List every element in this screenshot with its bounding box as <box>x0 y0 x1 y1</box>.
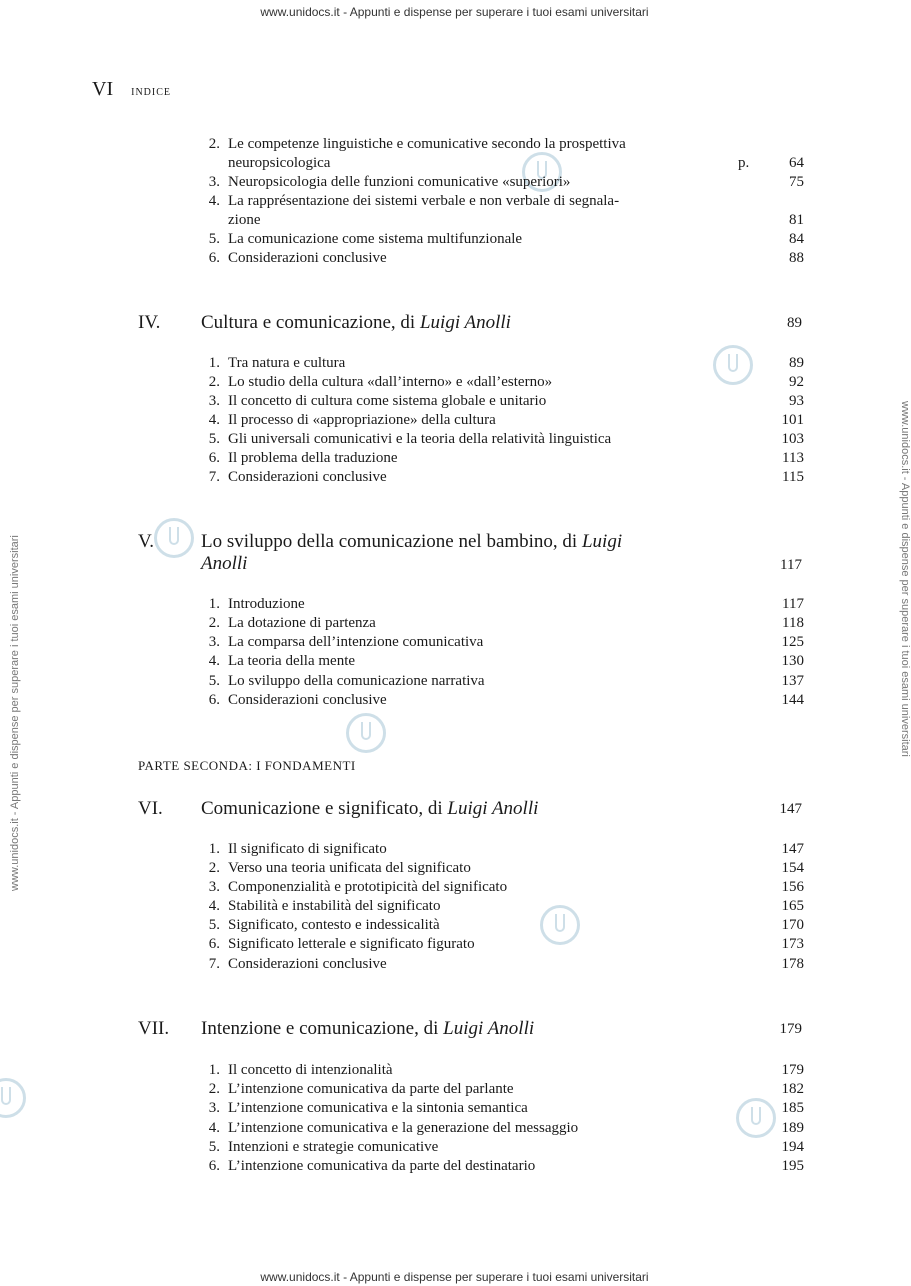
toc-entry-title: Considerazioni conclusive <box>228 956 387 972</box>
toc-entry-page: 125 <box>781 634 804 650</box>
toc-entry-page: 75 <box>789 174 804 190</box>
toc-entry-page: 194 <box>781 1139 804 1155</box>
chapter-page: 147 <box>779 801 802 817</box>
toc-entry-page: 101 <box>781 412 804 428</box>
toc-entry-title: Considerazioni conclusive <box>228 692 387 708</box>
toc-entry-title: Neuropsicologia delle funzioni comunicative «superiori» <box>228 174 571 190</box>
toc-entry-page: 130 <box>781 653 804 669</box>
chapter-title: Intenzione e comunicazione, di Luigi Anolli <box>201 1018 535 1039</box>
watermark-logo-icon <box>0 1078 26 1118</box>
chapter-page: 89 <box>787 315 802 331</box>
toc-entry: 4. La rapprésentazione dei sistemi verbale e non verbale di segnala- zione 81 <box>208 193 804 228</box>
toc-entry-title: Considerazioni conclusive <box>228 469 387 485</box>
toc-entry-page: 144 <box>781 692 804 708</box>
toc-entry-page: 89 <box>789 355 804 371</box>
toc-entry-title: Componenzialità e prototipicità del significato <box>228 879 508 895</box>
toc-entry-page: 115 <box>782 469 804 485</box>
toc-entry-title: La comunicazione come sistema multifunzionale <box>228 231 523 247</box>
toc-entry-page: 88 <box>789 250 804 266</box>
toc-entry-title: L’intenzione comunicativa e la sintonia semantica <box>228 1100 528 1116</box>
running-title: INDICE <box>131 87 171 98</box>
toc-entry-title: Significato, contesto e indessicalità <box>228 917 440 933</box>
toc-entry-page: 165 <box>781 898 804 914</box>
toc-entry: 2. Le competenze linguistiche e comunicative secondo la prospettiva neuropsicologica p. 64 <box>208 136 804 171</box>
chapter-number: VI. <box>138 798 163 819</box>
chapter-page: 179 <box>779 1021 802 1037</box>
chapter-title: Comunicazione e significato, di Luigi Anolli <box>201 798 539 819</box>
toc-entry-title: Lo studio della cultura «dall’interno» e «dall’esterno» <box>228 374 553 390</box>
toc-entry-title: Il problema della traduzione <box>228 450 398 466</box>
toc-entry-page: 182 <box>781 1081 804 1097</box>
toc-entry-page: 179 <box>781 1062 804 1078</box>
toc-entry-title: La teoria della mente <box>228 653 356 669</box>
toc-entry-page: 178 <box>781 956 804 972</box>
running-head <box>92 78 171 101</box>
toc-entry-title: Il processo di «appropriazione» della cultura <box>228 412 496 428</box>
toc-entry-page: 118 <box>782 615 804 631</box>
toc-entry-page: 84 <box>789 231 804 247</box>
toc-entry-page: 81 <box>789 212 804 228</box>
chapter-number: VII. <box>138 1018 170 1039</box>
chapter-title: Cultura e comunicazione, di Luigi Anolli <box>201 312 511 333</box>
toc-entry-title: L’intenzione comunicativa da parte del destinatario <box>228 1158 536 1174</box>
toc-entry-page: 113 <box>782 450 804 466</box>
toc-entry-title: Significato letterale e significato figurato <box>228 936 475 952</box>
toc-entry-title: Stabilità e instabilità del significato <box>228 898 441 914</box>
toc-entry-title: La dotazione di partenza <box>228 615 376 631</box>
toc-entry-page: 154 <box>781 860 804 876</box>
toc-entry-title: Gli universali comunicativi e la teoria della relatività linguistica <box>228 431 612 447</box>
toc-entry-page: 195 <box>781 1158 804 1174</box>
toc-entry-title: L’intenzione comunicativa da parte del parlante <box>228 1081 514 1097</box>
page-marker: p. <box>738 155 750 171</box>
toc-entry-title: Verso una teoria unificata del significato <box>228 860 471 876</box>
toc-entry-page: 156 <box>781 879 804 895</box>
toc-entry-page: 185 <box>781 1100 804 1116</box>
toc-entry-title: L’intenzione comunicativa e la generazione del messaggio <box>228 1120 579 1136</box>
watermark-top: www.unidocs.it - Appunti e dispense per superare i tuoi esami universitari <box>260 5 649 19</box>
toc-entry-page: 117 <box>782 596 804 612</box>
toc-entry-page: 173 <box>781 936 804 952</box>
toc-entry-title: Intenzioni e strategie comunicative <box>228 1139 439 1155</box>
toc-entry-page: 93 <box>789 393 804 409</box>
toc-entry-title: Lo sviluppo della comunicazione narrativa <box>228 673 485 689</box>
chapter-title: Lo sviluppo della comunicazione nel bambino, di Luigi Anolli <box>201 531 623 574</box>
toc-entry-title: La comparsa dell’intenzione comunicativa <box>228 634 484 650</box>
toc-entry-page: 103 <box>781 431 804 447</box>
toc-entry-page: 147 <box>781 841 804 857</box>
watermark-logo-icon <box>346 713 386 753</box>
page-number: VI <box>92 78 114 100</box>
part-heading: PARTE SECONDA: I FONDAMENTI <box>138 758 356 773</box>
toc-entry-title: Introduzione <box>228 596 305 612</box>
chapter-page: 117 <box>780 557 802 573</box>
toc-entry-title: Il significato di significato <box>228 841 387 857</box>
toc-entry-title: Tra natura e cultura <box>228 355 346 371</box>
watermark-logo-icon <box>154 518 194 558</box>
toc-entry-page: 92 <box>789 374 804 390</box>
toc-entry-title: Le competenze linguistiche e comunicative secondo la prospettiva neuropsicologica <box>228 136 626 171</box>
toc-entry-page: 189 <box>781 1120 804 1136</box>
toc-entry-title: Il concetto di cultura come sistema globale e unitario <box>228 393 547 409</box>
toc-entry-title: Il concetto di intenzionalità <box>228 1062 393 1078</box>
toc-entry-page: 137 <box>781 673 804 689</box>
toc-entry-title: Considerazioni conclusive <box>228 250 387 266</box>
chapter-number: V. <box>138 531 155 552</box>
watermark-right: www.unidocs.it - Appunti e dispense per superare i tuoi esami universitari <box>899 401 911 757</box>
watermark-bottom: www.unidocs.it - Appunti e dispense per superare i tuoi esami universitari <box>260 1270 649 1284</box>
toc-entry-page: 170 <box>781 917 804 933</box>
watermark-left: www.unidocs.it - Appunti e dispense per superare i tuoi esami universitari <box>9 535 21 891</box>
toc-entry-page: 64 <box>789 155 804 171</box>
chapter-number: IV. <box>138 312 161 333</box>
toc-entry-title: La rapprésentazione dei sistemi verbale e non verbale di segnala- zione <box>228 193 620 228</box>
